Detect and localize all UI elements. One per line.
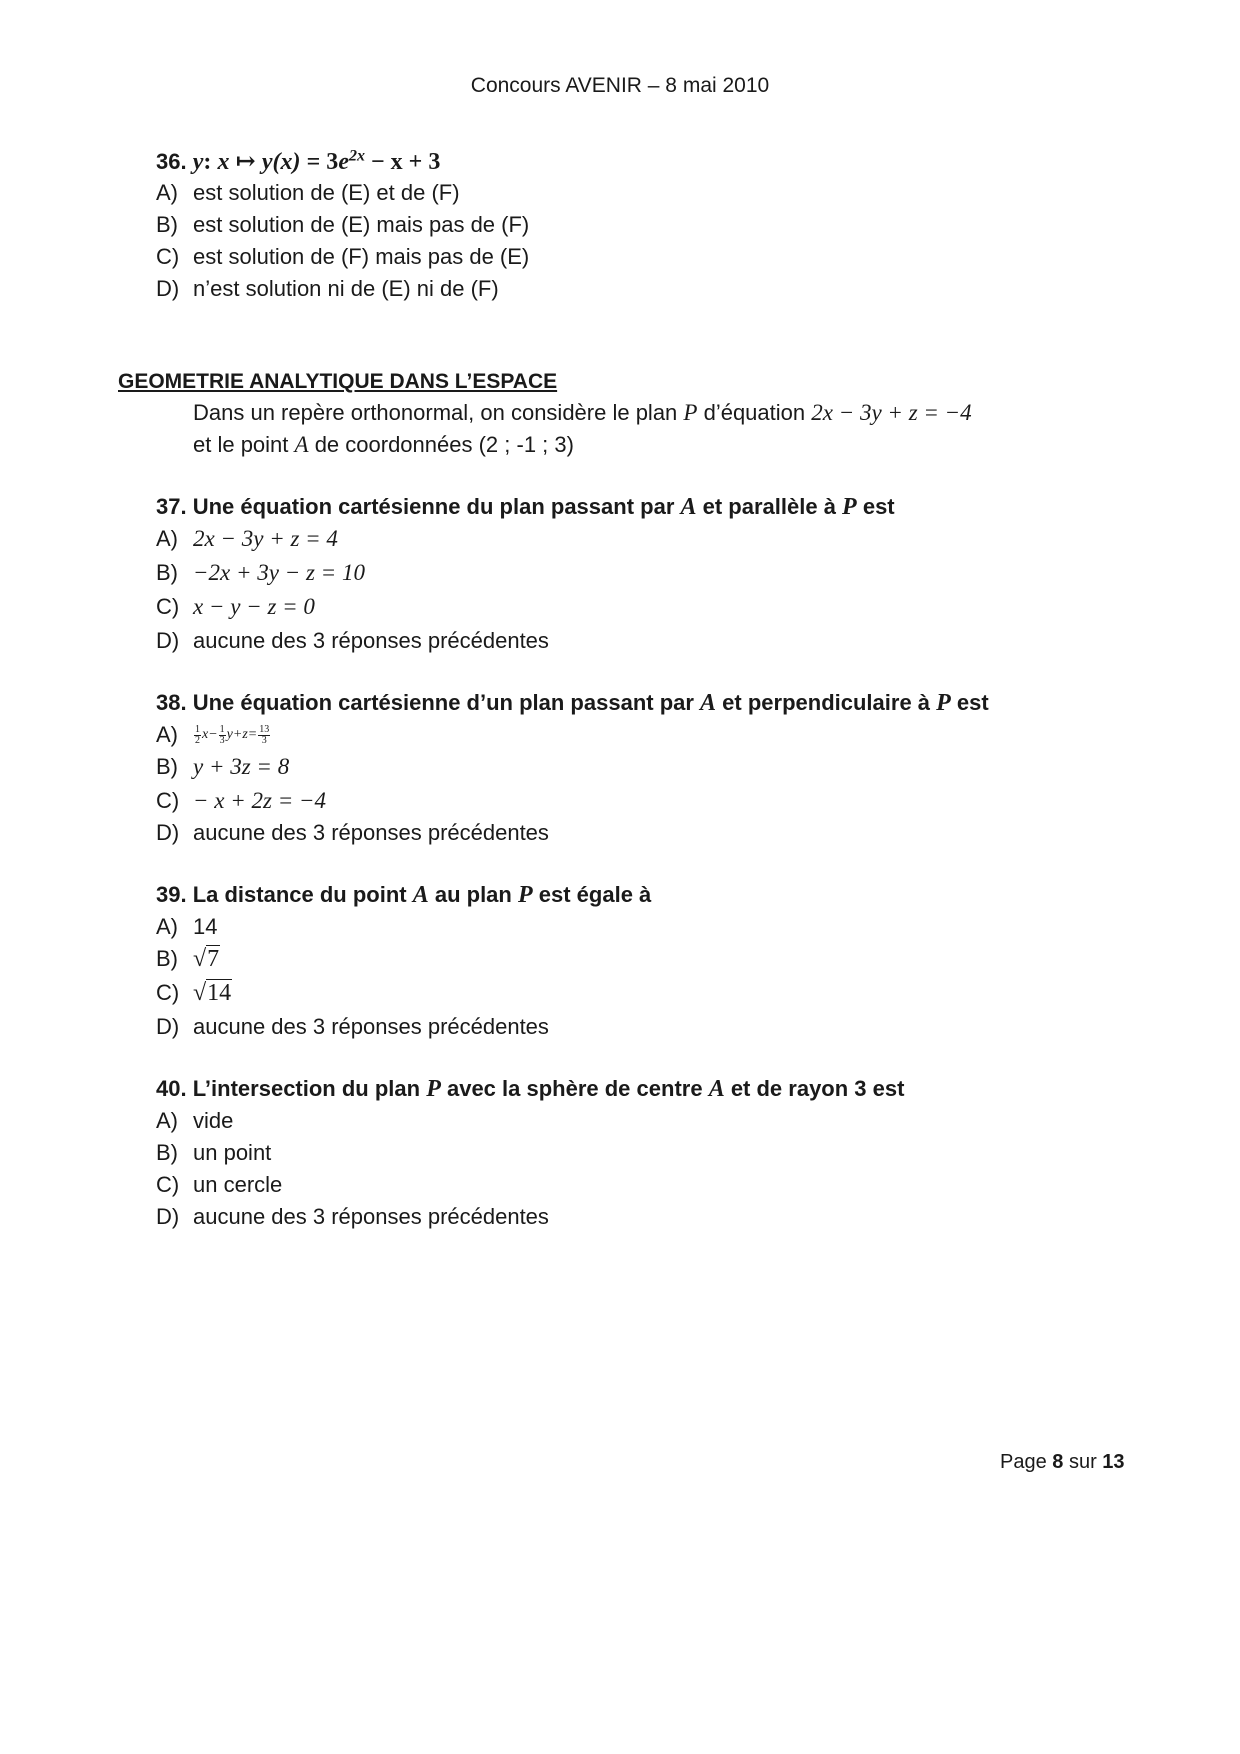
option-math: − x + 2z = −4 [193, 788, 326, 813]
fraction [194, 725, 201, 746]
fraction [219, 725, 226, 746]
option-label: A) [156, 914, 178, 939]
question-text: est [950, 690, 989, 715]
page-word: Page [1000, 1451, 1053, 1473]
question-text: est [856, 494, 895, 519]
option-text: aucune des 3 réponses précédentes [193, 628, 549, 653]
question-text: et de rayon 3 est [724, 1076, 905, 1101]
q38-option-c[interactable] [156, 788, 326, 814]
option-text: un point [193, 1140, 272, 1165]
option-label: C) [156, 1172, 180, 1197]
q37-option-b[interactable] [156, 560, 365, 586]
option-text: est solution de (F) mais pas de (E) [193, 244, 530, 269]
question-text: Une équation cartésienne du plan passant par [186, 494, 681, 519]
math-term: x− [202, 727, 218, 742]
page-sur: sur [1063, 1451, 1103, 1473]
question-number: 36. [156, 149, 187, 174]
option-label: D) [156, 1204, 180, 1229]
math-P: P [517, 882, 533, 908]
q38-option-a[interactable] [156, 722, 271, 748]
math-P: P [936, 690, 951, 716]
option-text: est solution de (E) et de (F) [193, 180, 460, 205]
math-term: y+z= [226, 727, 258, 742]
question-40 [156, 1076, 904, 1103]
q36-option-d[interactable] [156, 276, 499, 302]
math-A: A [294, 432, 309, 457]
question-text: et perpendiculaire à [716, 690, 937, 715]
q39-option-c[interactable] [156, 980, 232, 1007]
option-math: y + 3z = 8 [193, 754, 290, 779]
option-label: C) [156, 244, 180, 269]
question-38 [156, 690, 989, 717]
option-label: A) [156, 526, 178, 551]
section-title: GEOMETRIE ANALYTIQUE DANS L’ESPACE [118, 370, 558, 393]
intro-text: de coordonnées (2 ; -1 ; 3) [308, 432, 574, 457]
q39-option-a[interactable] [156, 914, 217, 940]
question-37 [156, 494, 895, 521]
math-plane-equation: 2x − 3y + z = −4 [811, 400, 972, 425]
radicand: 7 [207, 946, 220, 972]
option-label: C) [156, 594, 180, 619]
math-P: P [842, 494, 857, 520]
q37-option-d[interactable] [156, 628, 549, 654]
q38-option-b[interactable] [156, 754, 289, 780]
math-A: A [700, 690, 717, 716]
option-text: vide [193, 1108, 234, 1133]
option-text: aucune des 3 réponses précédentes [193, 1014, 549, 1039]
question-number: 40. [156, 1076, 187, 1101]
q39-option-d[interactable] [156, 1014, 549, 1040]
question-text: et parallèle à [696, 494, 843, 519]
math-exponent: 2x [348, 147, 365, 165]
math-A: A [680, 494, 697, 520]
q38-option-d[interactable] [156, 820, 549, 846]
fraction-denominator: 3 [219, 734, 225, 746]
option-label: A) [156, 1108, 178, 1133]
option-label: D) [156, 1014, 180, 1039]
option-text: aucune des 3 réponses précédentes [193, 1204, 549, 1229]
radical-sign: √ [193, 946, 207, 972]
math-colon: : [203, 149, 212, 175]
intro-text: Dans un repère orthonormal, on considère le plan [193, 400, 684, 425]
option-label: B) [156, 212, 178, 237]
math-yx: y(x) [261, 149, 301, 175]
question-text: est égale à [532, 882, 652, 907]
option-label: A) [156, 722, 178, 747]
q40-option-a[interactable] [156, 1108, 233, 1134]
q39-option-b[interactable] [156, 946, 220, 973]
option-text: un cercle [193, 1172, 283, 1197]
q36-option-b[interactable] [156, 212, 529, 238]
option-label: D) [156, 276, 180, 301]
math-rest: − x + 3 [364, 149, 441, 175]
math-e: e [338, 149, 349, 175]
intro-text: d’équation [697, 400, 812, 425]
option-text: n’est solution ni de (E) ni de (F) [193, 276, 499, 301]
math-P: P [683, 400, 698, 425]
question-text: avec la sphère de centre [440, 1076, 709, 1101]
math-A: A [412, 882, 429, 908]
question-36 [156, 146, 440, 176]
option-text: est solution de (E) mais pas de (F) [193, 212, 530, 237]
option-math: x − y − z = 0 [193, 594, 315, 619]
option-label: C) [156, 980, 180, 1005]
option-label: D) [156, 628, 180, 653]
option-label: A) [156, 180, 178, 205]
current-page: 8 [1052, 1451, 1064, 1473]
section-intro-line2 [193, 432, 574, 458]
page-number [1000, 1451, 1125, 1474]
total-pages: 13 [1102, 1451, 1125, 1473]
math-mapsto: ↦ [235, 149, 256, 175]
option-math [193, 725, 271, 746]
q36-option-a[interactable] [156, 180, 460, 206]
q37-option-c[interactable] [156, 594, 315, 620]
option-math: −2x + 3y − z = 10 [193, 560, 365, 585]
fraction-numerator: 1 [195, 723, 200, 735]
fraction-numerator: 1 [219, 723, 225, 735]
math-eq: = 3 [306, 149, 339, 175]
question-number: 39. [156, 882, 187, 907]
radical-sign: √ [193, 980, 207, 1006]
option-label: C) [156, 788, 180, 813]
square-root [193, 979, 232, 1006]
option-label: B) [156, 560, 178, 585]
fraction [258, 725, 270, 746]
math-y: y [192, 149, 204, 175]
radicand: 14 [207, 980, 232, 1006]
question-text: au plan [428, 882, 518, 907]
q40-option-d[interactable] [156, 1204, 549, 1230]
q40-option-c[interactable] [156, 1172, 282, 1198]
square-root [193, 945, 220, 972]
question-text: La distance du point [186, 882, 413, 907]
fraction-denominator: 3 [261, 734, 267, 746]
fraction-denominator: 2 [195, 734, 200, 746]
q40-option-b[interactable] [156, 1140, 271, 1166]
fraction-numerator: 13 [259, 723, 270, 735]
option-label: B) [156, 754, 178, 779]
q36-option-c[interactable] [156, 244, 529, 270]
question-number: 37. [156, 494, 187, 519]
math-A: A [708, 1076, 725, 1102]
math-P: P [426, 1076, 441, 1102]
question-text: Une équation cartésienne d’un plan passant par [186, 690, 701, 715]
section-intro-line1 [193, 400, 972, 426]
option-label: B) [156, 946, 178, 971]
option-label: D) [156, 820, 180, 845]
intro-text: et le point [193, 432, 295, 457]
question-number: 38. [156, 690, 187, 715]
option-text: 14 [193, 914, 218, 939]
question-text: L’intersection du plan [186, 1076, 427, 1101]
math-x: x [217, 149, 230, 175]
q37-option-a[interactable] [156, 526, 338, 552]
page-header: Concours AVENIR – 8 mai 2010 [470, 74, 770, 97]
option-text: aucune des 3 réponses précédentes [193, 820, 549, 845]
option-label: B) [156, 1140, 178, 1165]
question-39 [156, 882, 651, 909]
option-math: 2x − 3y + z = 4 [193, 526, 338, 551]
